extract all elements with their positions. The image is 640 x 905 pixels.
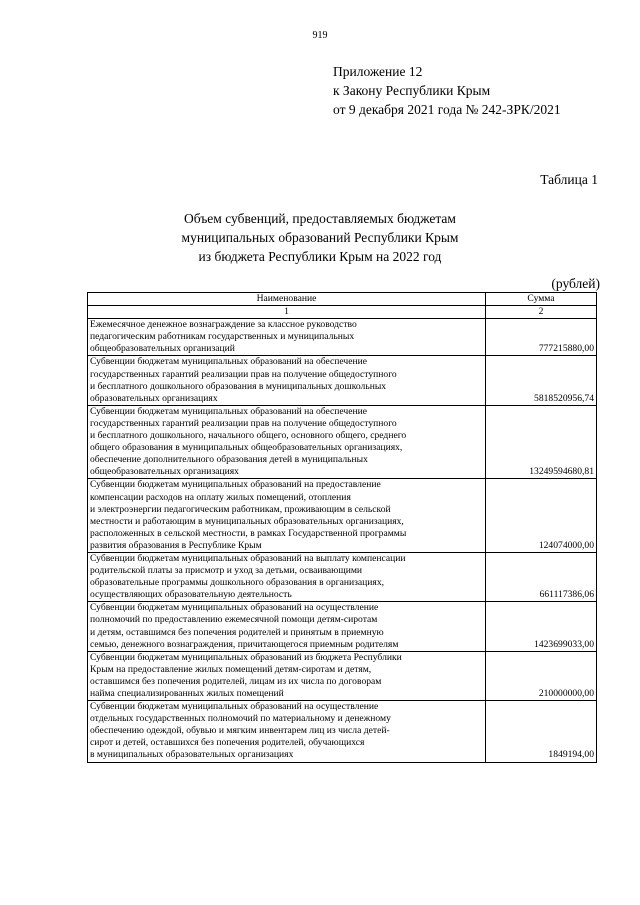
row-name-cell bbox=[88, 701, 486, 762]
row-name-line: общего образования в муниципальных общеобразовательных организациях, bbox=[90, 442, 403, 454]
table-row bbox=[88, 405, 597, 479]
row-name-line: компенсации расходов на оплату жилых помещений, отопления bbox=[90, 491, 351, 503]
row-name-line: Субвенции бюджетам муниципальных образований на осуществление bbox=[90, 602, 379, 614]
row-name-line: и детям, оставшимся без попечения родителей и принятым в приемную bbox=[90, 626, 384, 638]
table-header-row bbox=[88, 293, 597, 306]
table-row bbox=[88, 319, 597, 356]
row-name-line: государственных гарантий реализации прав на получение общедоступного bbox=[90, 417, 397, 429]
row-name-line: Крым на предоставление жилых помещений детям-сиротам и детям, bbox=[90, 663, 372, 675]
column-number-row bbox=[88, 306, 597, 319]
row-name-line: местности и работающим в муниципальных образовательных организациях, bbox=[90, 515, 404, 527]
row-name-line: педагогическим работникам государственных и муниципальных bbox=[90, 331, 355, 343]
table-row bbox=[88, 701, 597, 762]
row-name-line: отдельных государственных полномочий по материальному и денежному bbox=[90, 713, 391, 725]
table-row bbox=[88, 552, 597, 601]
row-name-line: семью, денежного вознаграждения, причитающегося приемным родителям bbox=[90, 638, 399, 650]
row-sum-cell: 124074000,00 bbox=[486, 479, 597, 553]
row-sum-cell: 777215880,00 bbox=[486, 319, 597, 356]
units-label: (рублей) bbox=[551, 276, 600, 291]
row-name-cell bbox=[88, 552, 486, 601]
table-label: Таблица 1 bbox=[540, 172, 598, 187]
row-name-cell bbox=[88, 356, 486, 405]
row-name-cell bbox=[88, 602, 486, 651]
row-name-line: обеспечению одеждой, обувью и мягким инвентарем лиц из числа детей- bbox=[90, 725, 390, 737]
row-sum-cell: 661117386,06 bbox=[486, 552, 597, 601]
table-row bbox=[88, 651, 597, 700]
document-title bbox=[0, 209, 640, 266]
header-name: Наименование bbox=[88, 293, 486, 306]
row-name-line: образовательных организациях bbox=[90, 392, 218, 404]
table-row bbox=[88, 479, 597, 553]
row-name-line: родительской платы за присмотр и уход за детьми, осваивающими bbox=[90, 565, 363, 577]
row-name-cell bbox=[88, 319, 486, 356]
row-name-line: расположенных в сельской местности, в рамках Государственной программы bbox=[90, 527, 407, 539]
row-name-line: Субвенции бюджетам муниципальных образований на осуществление bbox=[90, 701, 379, 713]
column-number-2: 2 bbox=[486, 306, 597, 319]
title-line-1: Объем субвенций, предоставляемых бюджетам bbox=[184, 211, 456, 226]
row-name-line: полномочий по предоставлению ежемесячной помощи детям-сиротам bbox=[90, 614, 378, 626]
row-name-cell bbox=[88, 651, 486, 700]
row-name-line: найма специализированных жилых помещений bbox=[90, 688, 284, 699]
table-row bbox=[88, 602, 597, 651]
appendix-line-3: от 9 декабря 2021 года № 242-ЗРК/2021 bbox=[333, 102, 561, 117]
title-line-3: из бюджета Республики Крым на 2022 год bbox=[198, 249, 442, 264]
row-sum-cell: 13249594680,81 bbox=[486, 405, 597, 479]
column-number-1: 1 bbox=[88, 306, 486, 319]
row-name-cell bbox=[88, 479, 486, 553]
page-number: 919 bbox=[312, 30, 328, 41]
row-name-line: развития образования в Республике Крым bbox=[90, 539, 262, 551]
row-name-line: Субвенции бюджетам муниципальных образований на выплату компенсации bbox=[90, 552, 406, 564]
row-name-line: сирот и детей, оставшихся без попечения родителей, обучающихся bbox=[90, 737, 365, 749]
row-name-line: общеобразовательных организациях bbox=[90, 466, 239, 478]
row-name-line: Субвенции бюджетам муниципальных образований на обеспечение bbox=[90, 405, 368, 417]
row-sum-cell: 5818520956,74 bbox=[486, 356, 597, 405]
row-name-line: в муниципальных образовательных организациях bbox=[90, 749, 294, 761]
row-name-line: Субвенции бюджетам муниципальных образований на предоставление bbox=[90, 479, 381, 491]
title-line-2: муниципальных образований Республики Крым bbox=[181, 230, 459, 245]
row-name-line: Субвенции бюджетам муниципальных образований из бюджета Республики bbox=[90, 651, 402, 663]
row-name-line: и бесплатного дошкольного, начального общего, основного общего, среднего bbox=[90, 430, 407, 442]
row-sum-cell: 1423699033,00 bbox=[486, 602, 597, 651]
row-name-line: государственных гарантий реализации прав на получение общедоступного bbox=[90, 368, 397, 380]
appendix-line-1: Приложение 12 bbox=[333, 64, 423, 79]
appendix-block bbox=[333, 62, 561, 119]
row-sum-cell: 210000000,00 bbox=[486, 651, 597, 700]
row-name-line: осуществляющих образовательную деятельность bbox=[90, 589, 292, 601]
row-name-line: и электроэнергии педагогическим работникам, проживающим в сельской bbox=[90, 503, 391, 515]
table-row bbox=[88, 356, 597, 405]
row-name-line: образовательные программы дошкольного образования в организациях, bbox=[90, 577, 385, 589]
row-name-line: оставшимся без попечения родителей, лицам из их числа по договорам bbox=[90, 675, 382, 687]
row-name-line: обеспечение дополнительного образования детей в муниципальных bbox=[90, 454, 368, 466]
row-name-line: и бесплатного дошкольного образования в муниципальных дошкольных bbox=[90, 380, 387, 392]
row-name-line: Ежемесячное денежное вознаграждение за классное руководство bbox=[90, 319, 357, 331]
table-body bbox=[88, 319, 597, 762]
row-name-cell bbox=[88, 405, 486, 479]
appendix-line-2: к Закону Республики Крым bbox=[333, 83, 491, 98]
header-sum: Сумма bbox=[486, 293, 597, 306]
row-name-line: Субвенции бюджетам муниципальных образований на обеспечение bbox=[90, 356, 368, 368]
row-name-line: общеобразовательных организаций bbox=[90, 343, 235, 355]
row-sum-cell: 1849194,00 bbox=[486, 701, 597, 762]
subsidies-table bbox=[87, 292, 597, 763]
